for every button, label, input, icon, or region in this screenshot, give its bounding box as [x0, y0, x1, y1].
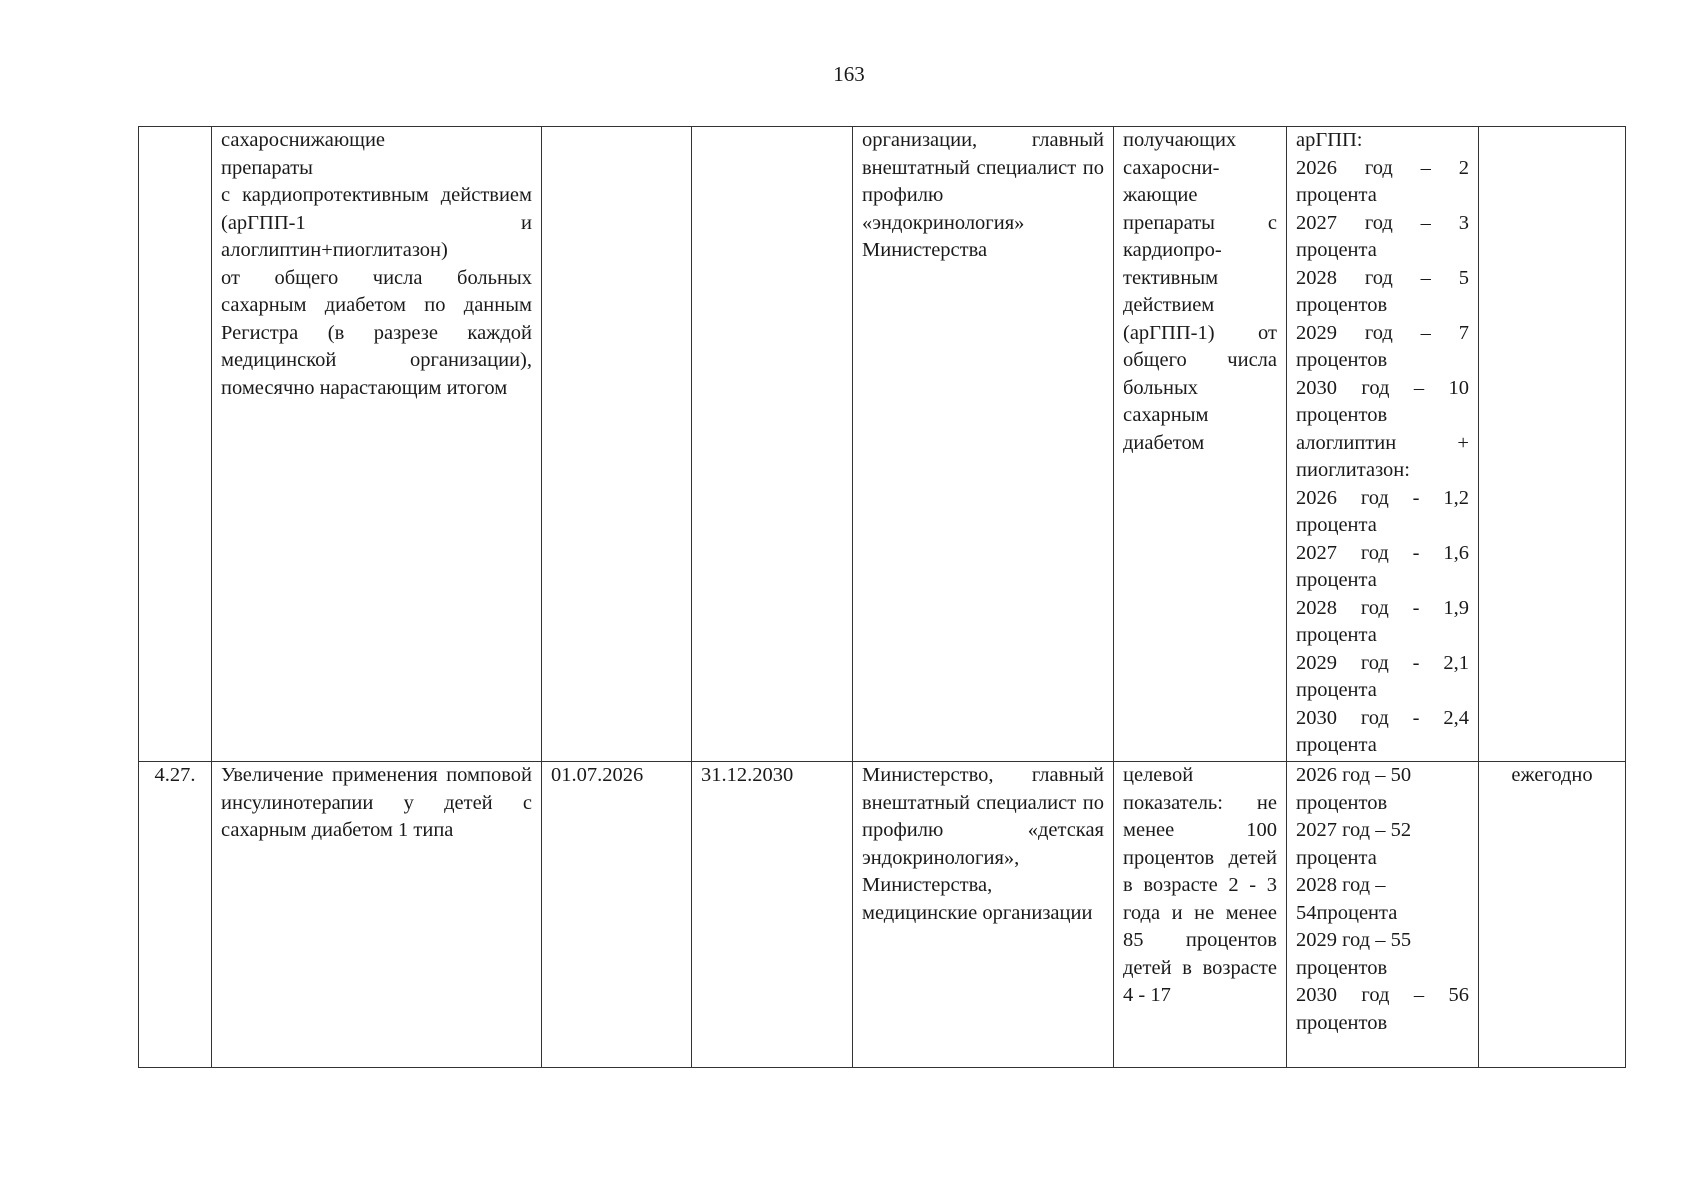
page-number: 163: [833, 62, 865, 86]
indicator-cell: [1114, 127, 1287, 762]
targets-text: арГПП: 2026 год – 2 процента 2027 год – 3 процента 2028 год – 5 процентов 2029 год – 7 процентов 2030 год – 10 процентов алоглиптин + пиоглитазон: 2026 год - 1,2 процента 2027 год - 1,6 процента 2028 год - 1,9 процента 2029 год - 2,1 процента 2030 год - 2,4 процента: [1296, 129, 1469, 756]
description-cell: [212, 127, 542, 762]
description-text: Увеличение применения помповой инсулинотерапии у детей с сахарным диабетом 1 типа: [221, 764, 538, 841]
table-row: [139, 127, 1626, 762]
responsible-cell: [853, 762, 1114, 1068]
row-number-cell: [139, 127, 212, 762]
frequency-text: ежегодно: [1511, 764, 1593, 786]
targets-cell: [1287, 127, 1479, 762]
responsible-text: Министерство, главный внештатный специалист по профилю «детская эндокринология», Министерства, медицинские организации: [862, 764, 1110, 924]
description-text: сахароснижающие препараты с кардиопротективным действием (арГПП-1 и алоглиптин+пиоглитазон) от общего числа больных сахарным диабетом по данным Регистра (в разрезе каждой медицинской организации), помесячно нарастающим итогом: [221, 129, 532, 399]
frequency-cell: [1479, 127, 1626, 762]
end-date: 31.12.2030: [701, 764, 794, 786]
end-date-cell: [692, 762, 853, 1068]
row-number: 4.27.: [154, 764, 196, 786]
table-row: [139, 762, 1626, 1068]
responsible-cell: [853, 127, 1114, 762]
end-date-cell: [692, 127, 853, 762]
targets-text: 2026 год – 50 процентов 2027 год – 52 процента 2028 год – 54процента 2029 год – 55 процентов 2030 год – 56 процентов: [1296, 764, 1469, 1034]
start-date: 01.07.2026: [551, 764, 644, 786]
frequency-cell: [1479, 762, 1626, 1068]
measures-table: [138, 126, 1626, 1068]
description-cell: [212, 762, 542, 1068]
targets-cell: [1287, 762, 1479, 1068]
indicator-cell: [1114, 762, 1287, 1068]
responsible-text: организации, главный внештатный специалист по профилю «эндокринология» Министерства: [862, 129, 1110, 261]
start-date-cell: [542, 762, 692, 1068]
start-date-cell: [542, 127, 692, 762]
indicator-text: получающих сахаросни-жающие препараты с кардиопро-тективным действием (арГПП-1) от общего числа больных сахарным диабетом: [1123, 129, 1283, 454]
row-number-cell: [139, 762, 212, 1068]
indicator-text: целевой показатель: не менее 100 процентов детей в возрасте 2 - 3 года и не менее 85 процентов детей в возрасте 4 - 17: [1123, 764, 1283, 1006]
